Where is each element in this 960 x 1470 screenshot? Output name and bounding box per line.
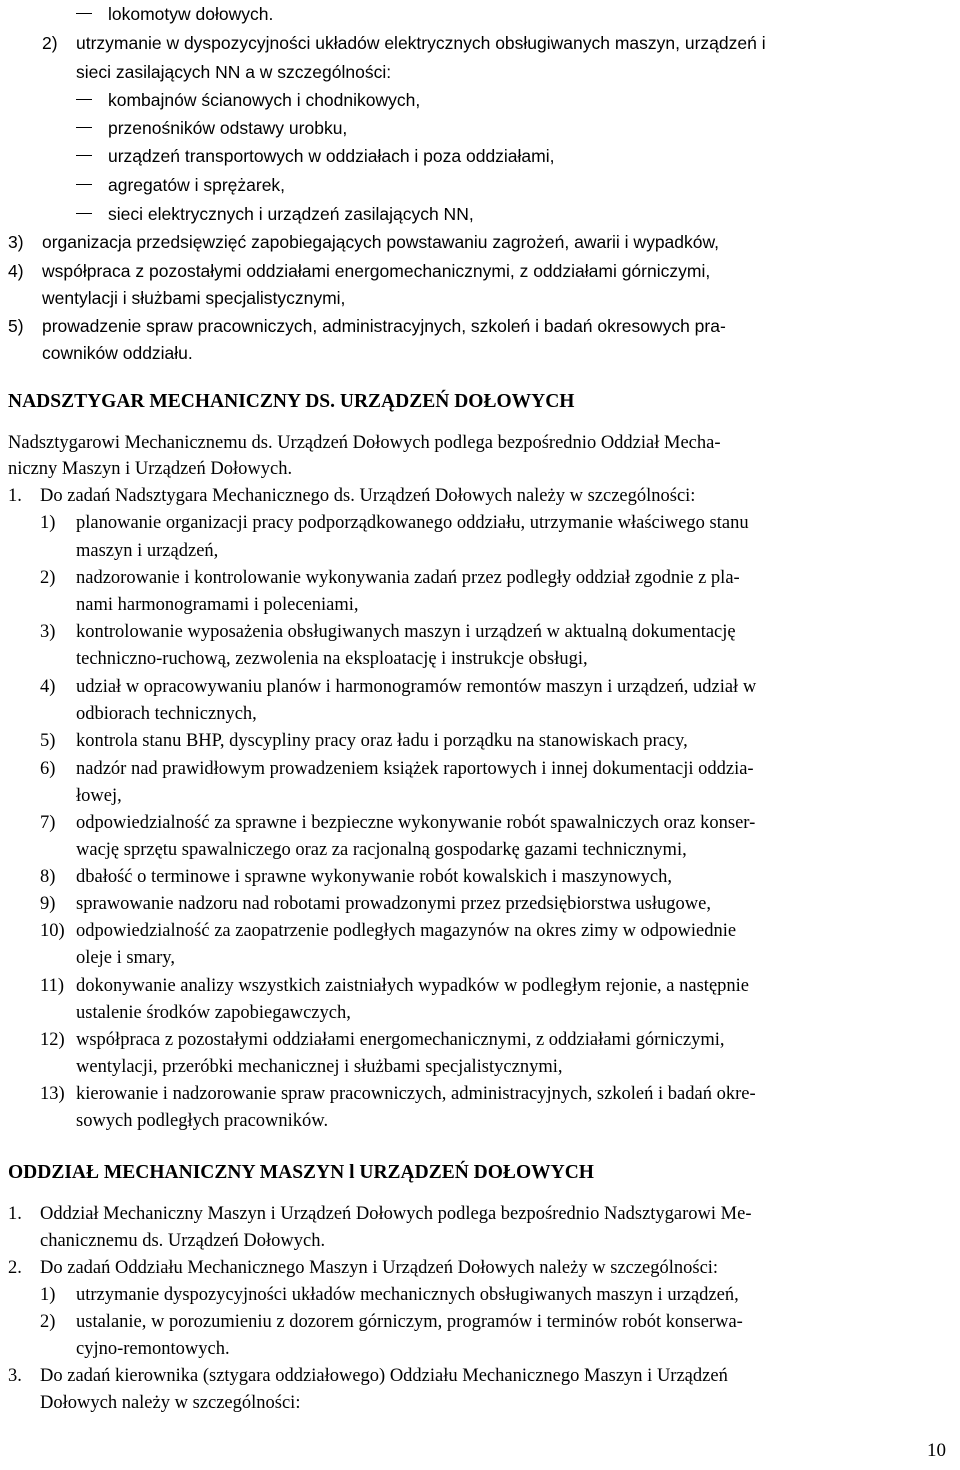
list-item-continuation: cowników oddziału. xyxy=(42,343,193,363)
item-number: 2) xyxy=(42,33,58,53)
list-item-continuation: oleje i smary, xyxy=(76,948,175,968)
item-number: 6) xyxy=(40,759,56,779)
list-item: ustalanie, w porozumieniu z dozorem górniczym, programów i terminów robót konserwa- xyxy=(76,1312,743,1332)
item-number: 4) xyxy=(8,261,24,281)
item-number: 10) xyxy=(40,921,65,941)
list-item: urządzeń transportowych w oddziałach i poza oddziałami, xyxy=(108,146,555,166)
list-item-continuation: cyjno-remontowych. xyxy=(76,1339,230,1359)
list-item: dokonywanie analizy wszystkich zaistniałych wypadków w podległym rejonie, a następnie xyxy=(76,976,750,996)
item-number: 1) xyxy=(40,1285,56,1305)
paragraph: Nadsztygarowi Mechanicznemu ds. Urządzeń Dołowych podlega bezpośrednio Oddział Mecha- xyxy=(8,433,721,453)
item-number: 3) xyxy=(40,622,56,642)
list-item-continuation: wentylacji, przeróbki mechanicznej i służbami specjalistycznymi, xyxy=(76,1057,563,1077)
list-item: utrzymanie w dyspozycyjności układów elektrycznych obsługiwanych maszyn, urządzeń i xyxy=(76,33,766,53)
list-item: planowanie organizacji pracy podporządkowanego oddziału, utrzymanie właściwego stanu xyxy=(76,513,749,533)
list-item-continuation: wację sprzętu spawalniczego oraz za racjonalną gospodarkę gazami technicznymi, xyxy=(76,840,687,860)
dash-bullet xyxy=(76,127,92,128)
list-item: odpowiedzialność za sprawne i bezpieczne wykonywanie robót spawalniczych oraz konser- xyxy=(76,813,756,833)
list-item-continuation: ustalenie środków zapobiegawczych, xyxy=(76,1003,351,1023)
item-number: 11) xyxy=(40,976,64,996)
list-item: lokomotyw dołowych. xyxy=(108,4,274,24)
paragraph: Do zadań Nadsztygara Mechanicznego ds. Urządzeń Dołowych należy w szczególności: xyxy=(40,486,696,506)
dash-bullet xyxy=(76,155,92,156)
item-number: 2) xyxy=(40,1312,56,1332)
list-item: współpraca z pozostałymi oddziałami energomechanicznymi, z oddziałami górniczymi, xyxy=(76,1030,725,1050)
list-item: współpraca z pozostałymi oddziałami energomechanicznymi, z oddziałami górniczymi, xyxy=(42,261,711,281)
list-item: agregatów i sprężarek, xyxy=(108,175,286,195)
list-item: przenośników odstawy urobku, xyxy=(108,118,348,138)
dash-bullet xyxy=(76,99,92,100)
item-number: 2) xyxy=(40,568,56,588)
paragraph: Oddział Mechaniczny Maszyn i Urządzeń Dołowych podlega bezpośrednio Nadsztygarowi Me- xyxy=(40,1204,752,1224)
item-number: 12) xyxy=(40,1030,65,1050)
list-item: sieci elektrycznych i urządzeń zasilających NN, xyxy=(108,204,474,224)
paragraph: Do zadań kierownika (sztygara oddziałowego) Oddziału Mechanicznego Maszyn i Urządzeń xyxy=(40,1366,728,1386)
list-item: udział w opracowywaniu planów i harmonogramów remontów maszyn i urządzeń, udział w xyxy=(76,677,757,697)
list-item: kontrolowanie wyposażenia obsługiwanych maszyn i urządzeń w aktualną dokumentację xyxy=(76,622,736,642)
list-item-continuation: nami harmonogramami i poleceniami, xyxy=(76,595,359,615)
list-item: nadzór nad prawidłowym prowadzeniem książek raportowych i innej dokumentacji oddzia- xyxy=(76,759,754,779)
list-item: sprawowanie nadzoru nad robotami prowadzonymi przez przedsiębiorstwa usługowe, xyxy=(76,894,711,914)
item-number: 5) xyxy=(8,316,24,336)
paragraph-continuation: niczny Maszyn i Urządzeń Dołowych. xyxy=(8,459,293,479)
list-item: dbałość o terminowe i sprawne wykonywanie robót kowalskich i maszynowych, xyxy=(76,867,672,887)
paragraph: Do zadań Oddziału Mechanicznego Maszyn i Urządzeń Dołowych należy w szczególności: xyxy=(40,1258,719,1278)
section-heading: ODDZIAŁ MECHANICZNY MASZYN l URZĄDZEŃ DOŁOWYCH xyxy=(8,1162,594,1183)
item-number: 13) xyxy=(40,1084,65,1104)
list-item: organizacja przedsięwzięć zapobiegających powstawaniu zagrożeń, awarii i wypadków, xyxy=(42,232,720,252)
item-number: 3) xyxy=(8,232,24,252)
list-item-continuation: sowych podległych pracowników. xyxy=(76,1111,329,1131)
list-item: prowadzenie spraw pracowniczych, administracyjnych, szkoleń i badań okresowych pra- xyxy=(42,316,726,336)
dash-bullet xyxy=(76,213,92,214)
paragraph-number: 2. xyxy=(8,1258,22,1278)
item-number: 8) xyxy=(40,867,56,887)
dash-bullet xyxy=(76,13,92,14)
item-number: 9) xyxy=(40,894,56,914)
list-item: utrzymanie dyspozycyjności układów mechanicznych obsługiwanych maszyn i urządzeń, xyxy=(76,1285,739,1305)
item-number: 1) xyxy=(40,513,56,533)
paragraph-number: 1. xyxy=(8,1204,22,1224)
list-item: odpowiedzialność za zaopatrzenie podległych magazynów na okres zimy w odpowiednie xyxy=(76,921,737,941)
list-item: kierowanie i nadzorowanie spraw pracowniczych, administracyjnych, szkoleń i badań okre- xyxy=(76,1084,756,1104)
item-number: 7) xyxy=(40,813,56,833)
list-item-continuation: odbiorach technicznych, xyxy=(76,704,257,724)
list-item: kombajnów ścianowych i chodnikowych, xyxy=(108,90,421,110)
list-item: kontrola stanu BHP, dyscypliny pracy oraz ładu i porządku na stanowiskach pracy, xyxy=(76,731,688,751)
page-number: 10 xyxy=(927,1440,946,1461)
list-item-continuation: łowej, xyxy=(76,786,122,806)
dash-bullet xyxy=(76,184,92,185)
paragraph-number: 1. xyxy=(8,486,22,506)
item-number: 5) xyxy=(40,731,56,751)
paragraph-number: 3. xyxy=(8,1366,22,1386)
list-item: nadzorowanie i kontrolowanie wykonywania zadań przez podległy oddział zgodnie z pla- xyxy=(76,568,740,588)
section-heading: NADSZTYGAR MECHANICZNY DS. URZĄDZEŃ DOŁOWYCH xyxy=(8,391,575,412)
item-number: 4) xyxy=(40,677,56,697)
paragraph-continuation: chanicznemu ds. Urządzeń Dołowych. xyxy=(40,1231,326,1251)
paragraph-continuation: Dołowych należy w szczególności: xyxy=(40,1393,301,1413)
list-item-continuation: wentylacji i służbami specjalistycznymi, xyxy=(42,288,346,308)
list-item-continuation: sieci zasilających NN a w szczególności: xyxy=(76,62,392,82)
list-item-continuation: maszyn i urządzeń, xyxy=(76,541,219,561)
list-item-continuation: techniczno-ruchową, zezwolenia na eksploatację i instrukcje obsługi, xyxy=(76,649,588,669)
